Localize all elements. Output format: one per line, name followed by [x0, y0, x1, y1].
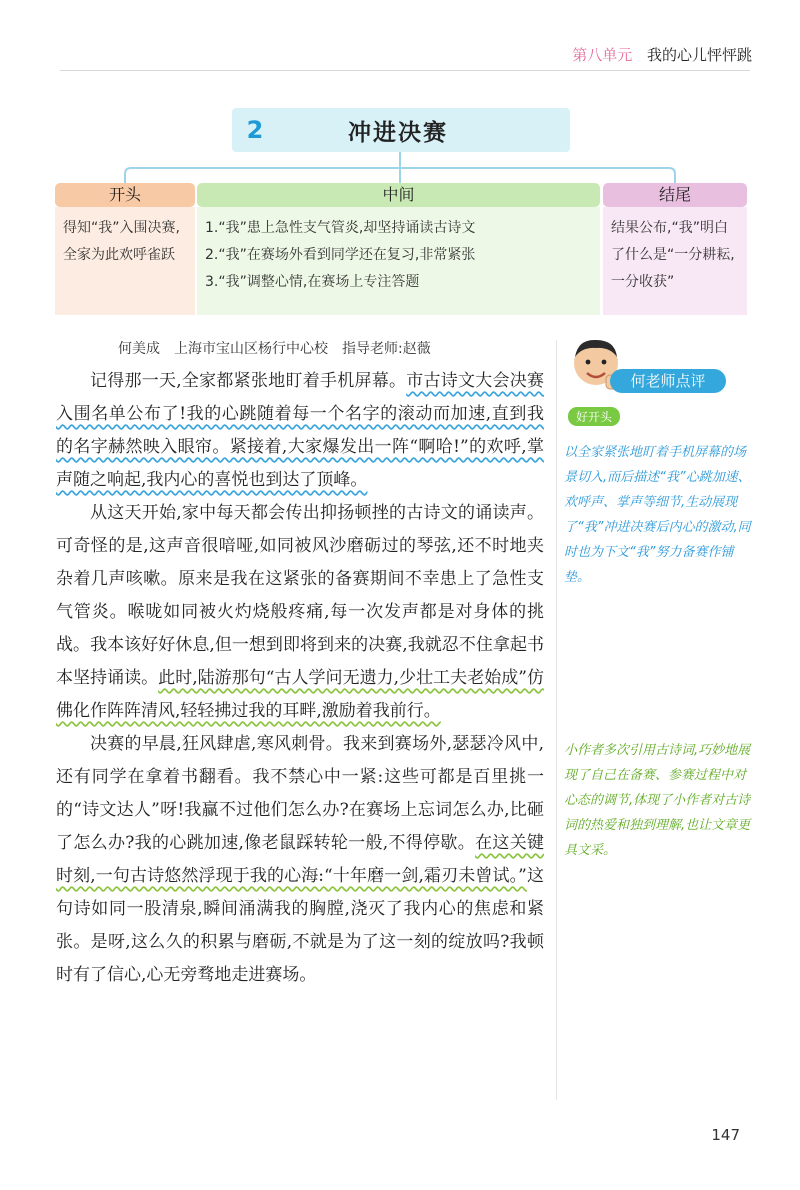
outline-opening-label: 开头 [55, 183, 195, 207]
outline-opening [55, 183, 195, 315]
unit-header [572, 44, 752, 65]
outline-ending [603, 183, 747, 315]
essay-text-highlight: 在这关键时刻,一句古诗悠然浮现于我的心海:“十年磨一剑,霜刃未曾试。” [56, 833, 545, 886]
good-opening-tag: 好开头 [568, 407, 620, 426]
outline-middle-label: 中间 [197, 183, 600, 207]
teacher-comment-2: 小作者多次引用古诗词,巧妙地展现了自己在备赛、参赛过程中对心态的调节,体现了小作者对古诗词的热爱和独到理解,也让文章更具文采。 [564, 743, 751, 858]
page-number: 147 [711, 1126, 740, 1144]
outline-ending-text: 结果公布,“我”明白了什么是“一分耕耘,一分收获” [603, 207, 747, 315]
sidebar-divider [556, 340, 557, 1100]
author-byline: 何美成 上海市宝山区杨行中心校 指导老师:赵薇 [118, 341, 431, 357]
outline-middle-item: 2.“我”在赛场外看到同学还在复习,非常紧张 [205, 247, 476, 263]
outline-middle [197, 183, 600, 315]
outline-middle-list [197, 207, 600, 315]
lesson-title: 冲进决赛 [348, 119, 448, 146]
essay-paragraph [56, 728, 544, 992]
lesson-title-box [232, 108, 570, 152]
outline-opening-text: 得知“我”入围决赛,全家为此欢呼雀跃 [55, 207, 195, 315]
outline-ending-label: 结尾 [603, 183, 747, 207]
header-divider [60, 70, 750, 71]
outline-middle-item: 1.“我”患上急性支气管炎,却坚持诵读古诗文 [205, 220, 476, 236]
essay-text: 这句诗如同一股清泉,瞬间涌满我的胸膛,浇灭了我内心的焦虑和紧张。是呀,这么久的积累与磨砺,不就是为了这一刻的绽放吗?我顿时有了信心,心无旁骛地走进赛场。 [56, 866, 544, 985]
essay-text-highlight: 此时,陆游那句“古人学问无遗力,少壮工夫老始成”仿佛化作阵阵清风,轻轻拂过我的耳畔,激励着我前行。 [56, 668, 544, 721]
teacher-comment-label: 何老师点评 [610, 369, 726, 393]
essay-text: 决赛的早晨,狂风肆虐,寒风刺骨。我来到赛场外,瑟瑟冷风中,还有同学在拿着书翻看。我不禁心中一紧:这些可都是百里挑一的“诗文达人”呀!我赢不过他们怎么办?在赛场上忘词怎么办,比砸了怎么办?我的心跳加速,像老鼠踩转轮一般,不得停歇。 [56, 734, 544, 853]
lesson-number: 2 [246, 116, 264, 144]
essay-paragraph [56, 365, 544, 497]
teacher-comment-1: 以全家紧张地盯着手机屏幕的场景切入,而后描述“我”心跳加速、欢呼声、掌声等细节,生动展现了“我”冲进决赛后内心的激动,同时也为下文“我”努力备赛作铺垫。 [564, 445, 751, 585]
outline-middle-item: 3.“我”调整心情,在赛场上专注答题 [205, 274, 420, 290]
essay-text: 记得那一天,全家都紧张地盯着手机屏幕。 [90, 371, 407, 391]
unit-title: 我的心儿怦怦跳 [646, 46, 752, 64]
essay-paragraph [56, 497, 544, 728]
essay-text-highlight: 市古诗文大会决赛入围名单公布了!我的心跳随着每一个名字的滚动而加速,直到我的名字赫然映入眼帘。紧接着,大家爆发出一阵“啊哈!”的欢呼,掌声随之响起,我内心的喜悦也到达了顶峰。 [56, 371, 545, 490]
essay-text: 从这天开始,家中每天都会传出抑扬顿挫的古诗文的诵读声。可奇怪的是,这声音很喑哑,如同被风沙磨砺过的琴弦,还不时地夹杂着几声咳嗽。原来是我在这紧张的备赛期间不幸患上了急性支气管炎。喉咙如同被火灼烧般疼痛,每一次发声都是对身体的挑战。我本该好好休息,但一想到即将到来的决赛,我就忍不住拿起书本坚持诵读。 [56, 503, 544, 688]
essay-body [56, 365, 544, 992]
unit-number: 第八单元 [572, 46, 633, 64]
